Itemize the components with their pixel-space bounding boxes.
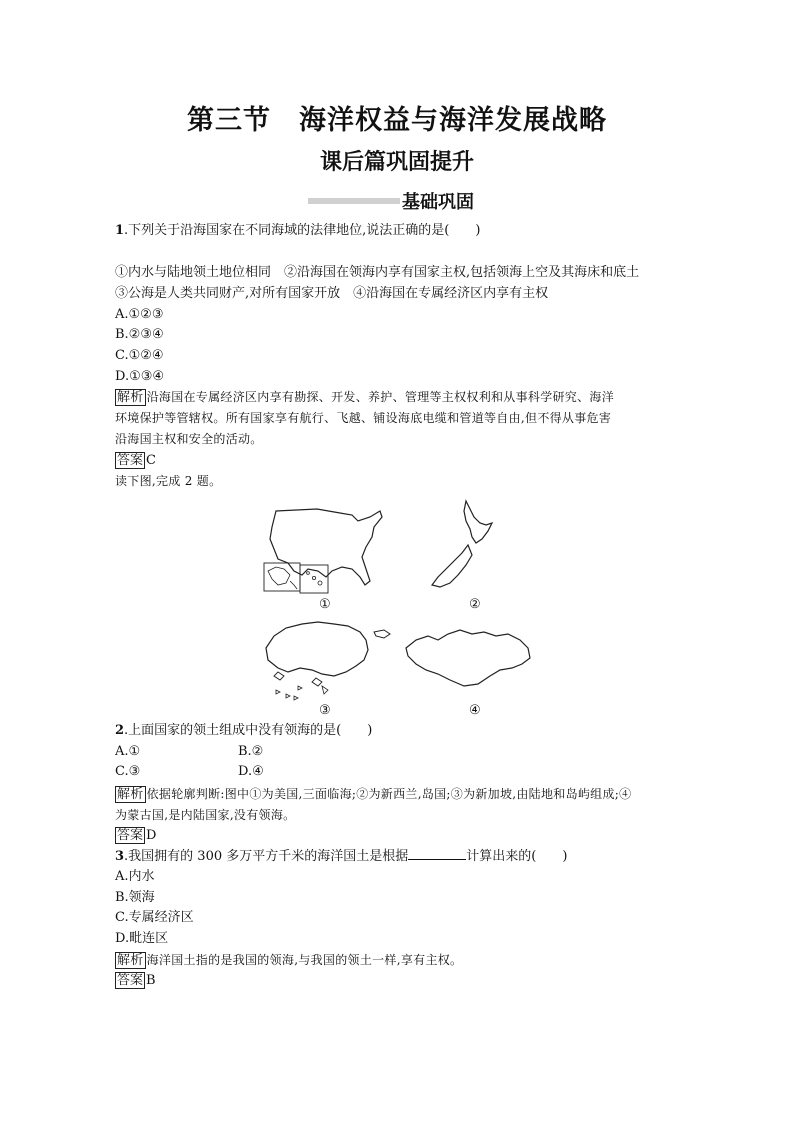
answer-tag: 答案 [117, 973, 144, 988]
q1-statement-1: ①内水与陆地领土地位相同 ②沿海国在领海内享有国家主权,包括领海上空及其海床和底土 [115, 265, 640, 280]
section-label: 基础巩固 [402, 192, 474, 213]
analysis-tag: 解析 [117, 787, 144, 802]
q2-answer: 答案 D [117, 828, 157, 843]
map-new-zealand [426, 497, 506, 593]
map-intro: 读下图,完成 2 题。 [115, 474, 222, 488]
q3-option-c: C.专属经济区 [115, 910, 194, 925]
q1-analysis-line-1: 解析 沿海国在专属经济区内享有勘探、开发、养护、管理等主权权利和从事科学研究、海洋 [117, 390, 615, 405]
q1-stem [115, 222, 480, 240]
q1-option-c: C.①②④ [115, 348, 164, 363]
q1-statement-2: ③公海是人类共同财产,对所有国家开放 ④沿海国在专属经济区内享有主权 [115, 286, 549, 301]
page-subtitle: 课后篇巩固提升 [319, 150, 474, 175]
q1-analysis-line-2: 环境保护等管辖权。所有国家享有航行、飞越、铺设海底电缆和管道等自由,但不得从事危害 [115, 411, 612, 425]
q2-analysis-line-1: 解析 依据轮廓判断:图中①为美国,三面临海;②为新西兰,岛国;③为新加坡,由陆地和岛屿组成;④ [117, 787, 632, 802]
q1-answer: 答案 C [117, 453, 156, 468]
q3-number: 3 [115, 849, 125, 864]
q2-analysis-line-2: 为蒙古国,是内陆国家,没有领海。 [115, 808, 296, 822]
q1-option-d: D.①③④ [115, 369, 165, 384]
q1-option-b: B.②③④ [115, 327, 164, 342]
page-title: 第三节 海洋权益与海洋发展战略 [187, 105, 607, 136]
q1-option-a: A.①②③ [115, 307, 164, 322]
map-singapore [256, 614, 402, 704]
q3-option-a: A.内水 [115, 869, 155, 884]
q2-stem-text: .上面国家的领土组成中没有领海的是( ) [124, 723, 373, 738]
q1-number: 1 [115, 223, 125, 238]
q2-option-b: B.② [238, 744, 264, 759]
q3-answer: 答案 B [117, 973, 156, 988]
q2-number: 2 [115, 723, 125, 738]
q2-option-d: D.④ [238, 764, 264, 779]
q3-analysis-line-1: 解析 海洋国土指的是我国的领海,与我国的领土一样,享有主权。 [117, 953, 463, 968]
q3-option-b: B.领海 [115, 890, 155, 905]
section-bar [308, 198, 400, 204]
answer-tag: 答案 [117, 828, 144, 843]
map-label-4: ④ [469, 703, 481, 718]
q3-stem: 3.我国拥有的 300 多万平方千米的海洋国土是根据 计算出来的( ) [115, 849, 568, 864]
map-label-2: ② [469, 597, 481, 612]
analysis-tag: 解析 [117, 390, 144, 405]
map-mongolia [402, 626, 536, 692]
map-label-3: ③ [319, 703, 331, 718]
answer-tag: 答案 [117, 453, 144, 468]
section-header [308, 188, 474, 214]
map-label-1: ① [319, 597, 331, 612]
q3-blank [408, 847, 466, 860]
q3-option-d: D.毗连区 [115, 931, 169, 946]
q2-stem [115, 722, 372, 740]
q1-analysis-line-3: 沿海国主权和安全的活动。 [115, 432, 263, 446]
q2-option-c: C.③ [115, 764, 141, 779]
map-usa [262, 505, 387, 597]
analysis-tag: 解析 [117, 953, 144, 968]
q1-stem-text: .下列关于沿海国家在不同海域的法律地位,说法正确的是( ) [124, 223, 481, 238]
q2-option-a: A.① [115, 744, 141, 759]
